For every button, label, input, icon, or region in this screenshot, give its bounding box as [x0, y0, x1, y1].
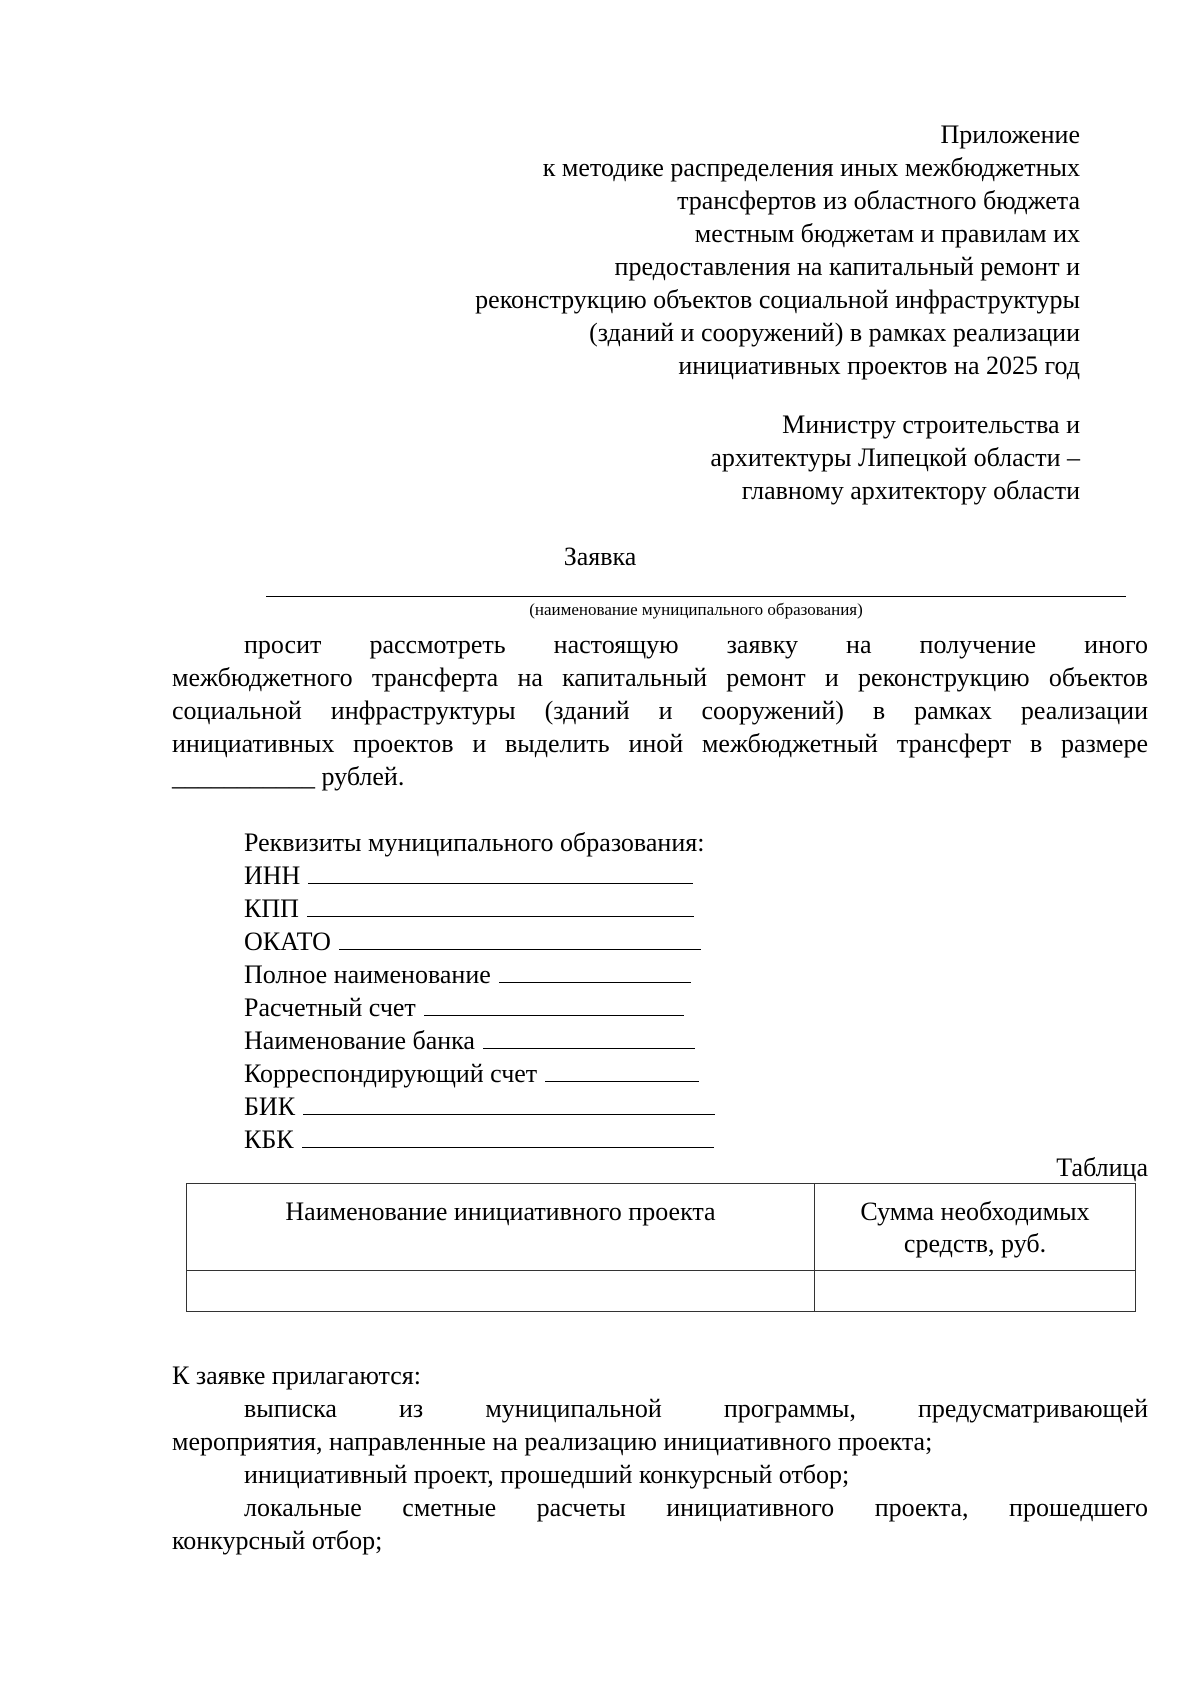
- addressee-block: [480, 408, 1080, 507]
- table-cell-amount[interactable]: [815, 1271, 1136, 1312]
- attachment-line: конкурсный отбор;: [172, 1526, 383, 1555]
- requisites-block: [244, 826, 715, 1156]
- requisites-heading: Реквизиты муниципального образования:: [244, 828, 705, 857]
- requisite-kpp-field[interactable]: [307, 892, 694, 917]
- requisite-label: Корреспондирующий счет: [244, 1059, 538, 1088]
- request-line: социальной инфраструктуры (зданий и сооружений) в рамках реализации: [172, 696, 1148, 725]
- requisite-label: Полное наименование: [244, 960, 491, 989]
- requisite-bik-field[interactable]: [303, 1090, 715, 1115]
- appendix-line: трансфертов из областного бюджета: [677, 186, 1080, 215]
- appendix-line: (зданий и сооружений) в рамках реализации: [589, 318, 1080, 347]
- requisite-full-name: [244, 958, 715, 991]
- appendix-line: предоставления на капитальный ремонт и: [614, 252, 1080, 281]
- request-line: ___________ рублей.: [172, 762, 405, 791]
- requisite-kbk-field[interactable]: [302, 1123, 714, 1148]
- requisite-label: КБК: [244, 1125, 294, 1154]
- request-paragraph: [172, 628, 1148, 793]
- appendix-line: реконструкцию объектов социальной инфраструктуры: [475, 285, 1080, 314]
- document-title: Заявка: [563, 542, 637, 571]
- addressee-line: архитектуры Липецкой области –: [710, 443, 1080, 472]
- requisite-label: Наименование банка: [244, 1026, 475, 1055]
- table-header-row: [187, 1184, 1136, 1271]
- requisite-label: БИК: [244, 1092, 296, 1121]
- table-header-project-name: Наименование инициативного проекта: [187, 1184, 815, 1271]
- appendix-line: местным бюджетам и правилам их: [694, 219, 1080, 248]
- appendix-line: инициативных проектов на 2025 год: [678, 351, 1080, 380]
- table-label: Таблица: [1056, 1153, 1148, 1182]
- attachments-heading: К заявке прилагаются:: [172, 1361, 421, 1390]
- requisite-kpp: [244, 892, 715, 925]
- requisite-bank: [244, 1024, 715, 1057]
- attachment-line: инициативный проект, прошедший конкурсный отбор;: [244, 1460, 850, 1489]
- requisite-label: ОКАТО: [244, 927, 331, 956]
- requisite-okato-field[interactable]: [339, 925, 701, 950]
- requisite-inn-field[interactable]: [308, 859, 693, 884]
- table-cell-project-name[interactable]: [187, 1271, 815, 1312]
- appendix-header: [360, 118, 1080, 382]
- attachment-line: выписка из муниципальной программы, предусматривающей: [244, 1394, 1148, 1423]
- requisite-full-name-field[interactable]: [499, 958, 691, 983]
- table-row: [187, 1271, 1136, 1312]
- attachments-block: [172, 1359, 1148, 1557]
- addressee-line: Министру строительства и: [782, 410, 1080, 439]
- requisite-label: ИНН: [244, 861, 301, 890]
- table-header-amount: Сумма необходимых средств, руб.: [815, 1184, 1136, 1271]
- request-line: просит рассмотреть настоящую заявку на получение иного: [244, 630, 1148, 659]
- requisite-kbk: [244, 1123, 715, 1156]
- requisite-corr-account: [244, 1057, 715, 1090]
- projects-table: [186, 1183, 1136, 1312]
- attachment-line: мероприятия, направленные на реализацию инициативного проекта;: [172, 1427, 933, 1456]
- attachment-line: локальные сметные расчеты инициативного проекта, прошедшего: [244, 1493, 1148, 1522]
- requisite-bank-field[interactable]: [483, 1024, 695, 1049]
- requisite-account-field[interactable]: [424, 991, 684, 1016]
- municipality-name-caption: (наименование муниципального образования): [529, 600, 863, 619]
- requisite-corr-account-field[interactable]: [545, 1057, 699, 1082]
- requisite-okato: [244, 925, 715, 958]
- request-line: межбюджетного трансферта на капитальный ремонт и реконструкцию объектов: [172, 663, 1148, 692]
- requisite-label: Расчетный счет: [244, 993, 416, 1022]
- requisite-label: КПП: [244, 894, 299, 923]
- request-line: инициативных проектов и выделить иной межбюджетный трансферт в размере: [172, 729, 1148, 758]
- appendix-line: к методике распределения иных межбюджетных: [542, 153, 1080, 182]
- requisite-bik: [244, 1090, 715, 1123]
- addressee-line: главному архитектору области: [741, 476, 1080, 505]
- municipality-name-line[interactable]: [266, 596, 1126, 597]
- requisite-account: [244, 991, 715, 1024]
- appendix-line: Приложение: [940, 120, 1080, 149]
- requisite-inn: [244, 859, 715, 892]
